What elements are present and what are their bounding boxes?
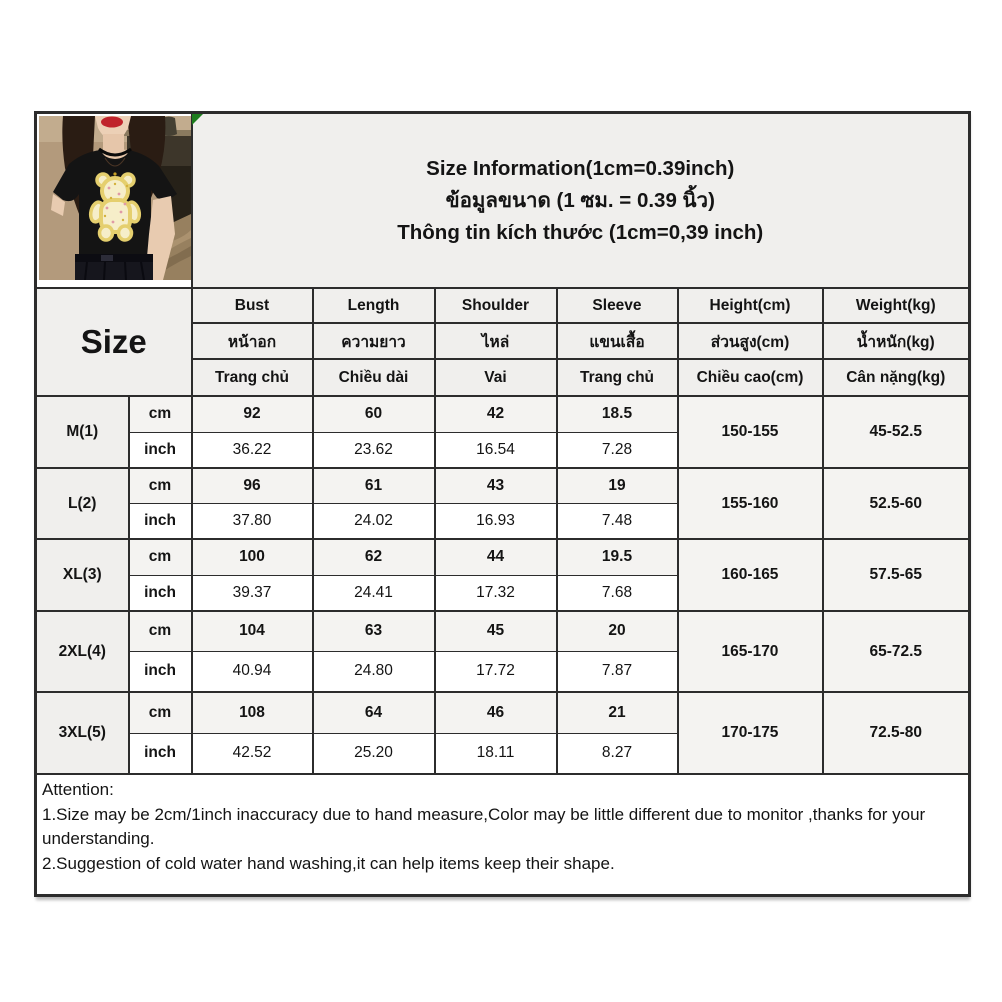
col-header-bust: Bust xyxy=(192,288,313,323)
weight-range: 57.5-65 xyxy=(823,539,970,611)
cell-value: 39.37 xyxy=(192,575,313,611)
cell-value: 20 xyxy=(557,611,678,651)
table-row-xl-cm xyxy=(36,539,970,575)
cell-value: 45 xyxy=(435,611,557,651)
col-header-sleeve: Sleeve xyxy=(557,288,678,323)
col-header-weight-vi: Cân nặng(kg) xyxy=(823,359,970,396)
weight-range: 72.5-80 xyxy=(823,692,970,774)
size-chart-sheet xyxy=(34,111,968,897)
col-header-bust-vi: Trang chủ xyxy=(192,359,313,396)
col-header-shoulder-vi: Vai xyxy=(435,359,557,396)
cell-value: 62 xyxy=(313,539,435,575)
cell-value: 96 xyxy=(192,468,313,503)
col-header-sleeve-vi: Trang chủ xyxy=(557,359,678,396)
height-range: 160-165 xyxy=(678,539,823,611)
cell-value: 24.41 xyxy=(313,575,435,611)
title-thai: ข้อมูลขนาด (1 ซม. = 0.39 นิ้ว) xyxy=(445,188,715,212)
cell-value: 61 xyxy=(313,468,435,503)
cell-value: 7.68 xyxy=(557,575,678,611)
product-photo-cell xyxy=(36,113,192,289)
cell-value: 64 xyxy=(313,692,435,733)
attention-line-2: 2.Suggestion of cold water hand washing,it can help items keep their shape. xyxy=(42,853,615,873)
cell-value: 92 xyxy=(192,396,313,432)
cell-value: 42.52 xyxy=(192,733,313,774)
size-name-2xl: 2XL(4) xyxy=(36,611,129,692)
cell-value: 18.5 xyxy=(557,396,678,432)
cell-marker-triangle-icon xyxy=(192,114,203,125)
table-row-3xl-cm xyxy=(36,692,970,733)
cell-value: 63 xyxy=(313,611,435,651)
cell-value: 24.80 xyxy=(313,651,435,692)
cell-value: 17.72 xyxy=(435,651,557,692)
size-name-3xl: 3XL(5) xyxy=(36,692,129,774)
unit-label: inch xyxy=(129,503,192,539)
cell-value: 46 xyxy=(435,692,557,733)
title-english: Size Information(1cm=0.39inch) xyxy=(426,156,735,180)
unit-label: cm xyxy=(129,396,192,432)
weight-range: 52.5-60 xyxy=(823,468,970,539)
cell-value: 23.62 xyxy=(313,432,435,468)
cell-value: 40.94 xyxy=(192,651,313,692)
unit-label: cm xyxy=(129,539,192,575)
col-header-length: Length xyxy=(313,288,435,323)
cell-value: 19.5 xyxy=(557,539,678,575)
height-range: 155-160 xyxy=(678,468,823,539)
size-name-l: L(2) xyxy=(36,468,129,539)
cell-value: 7.48 xyxy=(557,503,678,539)
cell-value: 7.28 xyxy=(557,432,678,468)
weight-range: 45-52.5 xyxy=(823,396,970,468)
cell-value: 37.80 xyxy=(192,503,313,539)
cell-value: 21 xyxy=(557,692,678,733)
product-photo-image xyxy=(39,116,191,280)
attention-line-1: 1.Size may be 2cm/1inch inaccuracy due to hand measure,Color may be little different due to monitor ,thanks for your understanding. xyxy=(42,804,926,848)
attention-title: Attention: xyxy=(42,780,114,799)
unit-label: inch xyxy=(129,651,192,692)
unit-label: inch xyxy=(129,432,192,468)
col-header-shoulder: Shoulder xyxy=(435,288,557,323)
col-header-length-th: ความยาว xyxy=(313,323,435,359)
cell-value: 108 xyxy=(192,692,313,733)
col-header-height-th: ส่วนสูง(cm) xyxy=(678,323,823,359)
title-vietnamese: Thông tin kích thước (1cm=0,39 inch) xyxy=(397,220,764,244)
height-range: 170-175 xyxy=(678,692,823,774)
table-row-m-cm xyxy=(36,396,970,432)
size-name-xl: XL(3) xyxy=(36,539,129,611)
cell-value: 43 xyxy=(435,468,557,503)
col-header-sleeve-th: แขนเสื้อ xyxy=(557,323,678,359)
col-header-weight-th: น้ำหนัก(kg) xyxy=(823,323,970,359)
table-row-2xl-cm xyxy=(36,611,970,651)
cell-value: 18.11 xyxy=(435,733,557,774)
col-header-bust-th: หน้าอก xyxy=(192,323,313,359)
unit-label: cm xyxy=(129,468,192,503)
col-header-length-vi: Chiều dài xyxy=(313,359,435,396)
unit-label: cm xyxy=(129,692,192,733)
size-info-header xyxy=(192,113,970,289)
col-header-shoulder-th: ไหล่ xyxy=(435,323,557,359)
col-header-weight: Weight(kg) xyxy=(823,288,970,323)
weight-range: 65-72.5 xyxy=(823,611,970,692)
cell-value: 44 xyxy=(435,539,557,575)
cell-value: 7.87 xyxy=(557,651,678,692)
cell-value: 17.32 xyxy=(435,575,557,611)
col-header-height-vi: Chiều cao(cm) xyxy=(678,359,823,396)
cell-value: 60 xyxy=(313,396,435,432)
height-range: 150-155 xyxy=(678,396,823,468)
size-table xyxy=(34,111,971,897)
cell-value: 104 xyxy=(192,611,313,651)
cell-value: 42 xyxy=(435,396,557,432)
unit-label: inch xyxy=(129,575,192,611)
cell-value: 19 xyxy=(557,468,678,503)
cell-value: 24.02 xyxy=(313,503,435,539)
cell-value: 8.27 xyxy=(557,733,678,774)
size-name-m: M(1) xyxy=(36,396,129,468)
col-header-height: Height(cm) xyxy=(678,288,823,323)
unit-label: inch xyxy=(129,733,192,774)
unit-label: cm xyxy=(129,611,192,651)
cell-value: 36.22 xyxy=(192,432,313,468)
height-range: 165-170 xyxy=(678,611,823,692)
cell-value: 25.20 xyxy=(313,733,435,774)
attention-note xyxy=(36,774,970,895)
table-row-l-cm xyxy=(36,468,970,503)
cell-value: 16.93 xyxy=(435,503,557,539)
size-label-cell: Size xyxy=(36,288,192,396)
cell-value: 100 xyxy=(192,539,313,575)
cell-value: 16.54 xyxy=(435,432,557,468)
